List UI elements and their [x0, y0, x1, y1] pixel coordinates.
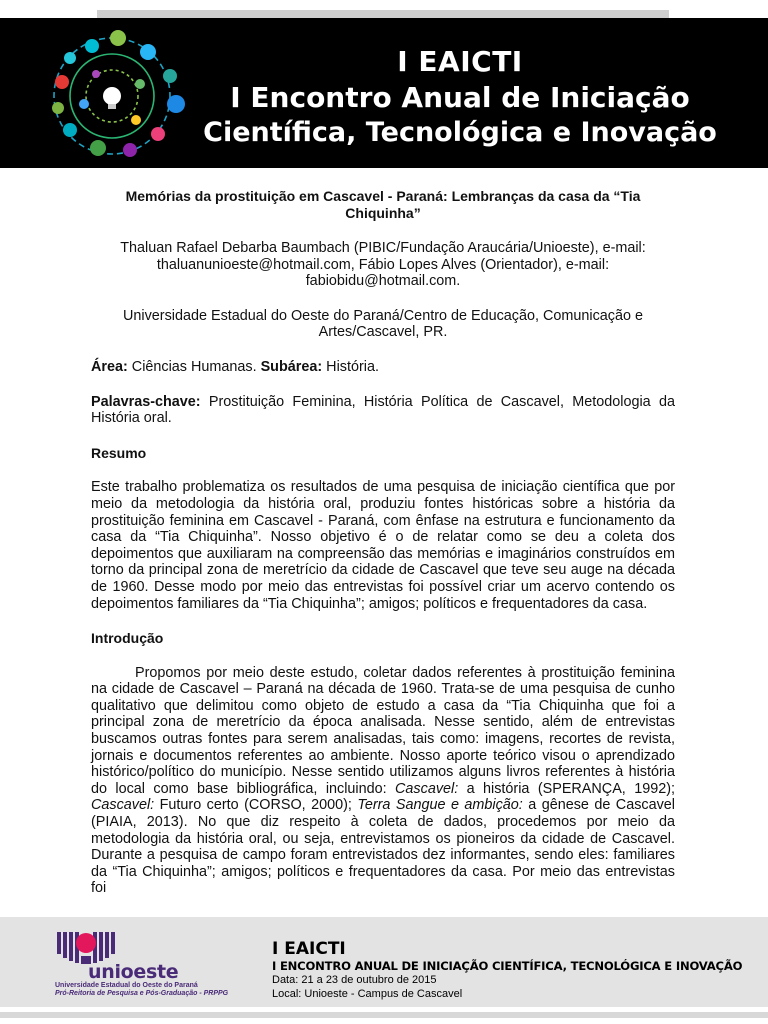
- intro-part-a: Propomos por meio deste estudo, coletar dados referentes à prostituição feminina na cidade de Cascavel – Paraná na década de 1960. Trata-se de uma pesquisa de cunho qualitativo que delimitou como objeto de estudo a casa da “Tia Chiquinha que foi a principal zona de meretrício da época analisada. Nesse sentido, além de entrevistas buscamos outras fontes para serem analisadas, tais como: imagens, recortes de revista, jornais e documentos referentes ao ambiente. Nosso aporte teórico visou o aprendizado histórico/político do município. Nesse sentido utilizamos alguns livros referentes à história do local como base bibliográfica, incluindo:: [91, 664, 675, 797]
- paper-area: [91, 359, 675, 376]
- paper-keywords: [91, 394, 675, 427]
- resumo-text: Este trabalho problematiza os resultados de uma pesquisa de iniciação científica que por meio da metodologia da história oral, produziu fontes históricas sobre a história da prostituição feminina em Cascavel - Paraná, com ênfase na estrutura e funcionamento da casa da “Tia Chiquinha”. Nosso objetivo é o de relatar como se deu a coleta dos depoimentos que auxiliaram na compreensão das memórias e imaginários construídos em torno da principal zona de meretrício da cidade de Cascavel que teve seu auge na década de 1960. Desse modo por meio das entrevistas foi possível criar um acervo contendo os depoimentos familiares da “Tia Chiquinha”; amigos; políticos e frequentadores da casa.: [91, 479, 675, 612]
- university-full-name: Universidade Estadual do Oeste do Paraná: [55, 982, 198, 989]
- header-top-strip: [97, 10, 669, 18]
- footer-event-location: Local: Unioeste - Campus de Cascavel: [272, 988, 463, 1000]
- event-title-line-3: Científica, Tecnológica e Inovação: [203, 117, 717, 148]
- keywords-value: Prostituição Feminina, História Política de Cascavel, Metodologia da História oral.: [91, 393, 675, 427]
- area-label: Área:: [91, 358, 128, 375]
- university-department: Pró-Reitoria de Pesquisa e Pós-Graduação - PRPPG: [55, 990, 229, 997]
- intro-part-b: a história (SPERANÇA, 1992);: [458, 780, 675, 797]
- paper-authors: Thaluan Rafael Debarba Baumbach (PIBIC/Fundação Araucária/Unioeste), e-mail: thaluanunioeste@hotmail.com, Fábio Lopes Alves (Orientador), e-mail: fabiobidu@hotmail.com.: [120, 240, 646, 290]
- footer-event-date: Data: 21 a 23 de outubro de 2015: [272, 974, 437, 986]
- footer-event-short: I EAICTI: [272, 939, 346, 959]
- paper-body: [91, 188, 675, 897]
- intro-part-d: a gênese de Cascavel (PIAIA, 2013). No que diz respeito à coleta de dados, procedemos por meio da metodologia da história oral, ou seja, entrevistamos os pioneiros da cidade de Cascavel. Durante a pesquisa de campo foram entrevistados dez informantes, sendo eles: familiares da “Tia Chiquinha”; amigos; políticos e frequentadores da casa. Por meio das entrevistas foi: [91, 797, 675, 897]
- intro-text: [91, 665, 675, 897]
- keywords-label: Palavras-chave:: [91, 393, 201, 410]
- paper-title: Memórias da prostituição em Cascavel - Paraná: Lembranças da casa da “Tia Chiquinha”: [125, 188, 641, 221]
- intro-part-c: Futuro certo (CORSO, 2000);: [154, 797, 358, 814]
- intro-heading: Introdução: [91, 630, 164, 647]
- university-name: unioeste: [88, 961, 179, 983]
- event-short-title: I EAICTI: [397, 45, 523, 78]
- event-title-line-2: I Encontro Anual de Iniciação: [230, 81, 690, 114]
- resumo-heading: Resumo: [91, 444, 147, 461]
- paper-affiliation: Universidade Estadual do Oeste do Paraná/Centro de Educação, Comunicação e Artes/Cascavel, PR.: [123, 307, 643, 341]
- subarea-value: História.: [322, 358, 379, 375]
- footer-bottom-strip: [0, 1012, 768, 1018]
- intro-citation-2: Cascavel:: [91, 797, 155, 814]
- footer-event-info: [272, 939, 742, 1001]
- area-value: Ciências Humanas.: [127, 358, 261, 375]
- footer: [0, 917, 768, 1007]
- network-icon: [40, 24, 190, 162]
- intro-citation-3: Terra Sangue e ambição:: [357, 797, 523, 814]
- intro-citation-1: Cascavel:: [395, 780, 459, 797]
- header-banner: [0, 18, 768, 168]
- subarea-label: Subárea:: [260, 358, 323, 375]
- footer-event-full: I ENCONTRO ANUAL DE INICIAÇÃO CIENTÍFICA, TECNOLÓGICA E INOVAÇÃO: [272, 959, 743, 973]
